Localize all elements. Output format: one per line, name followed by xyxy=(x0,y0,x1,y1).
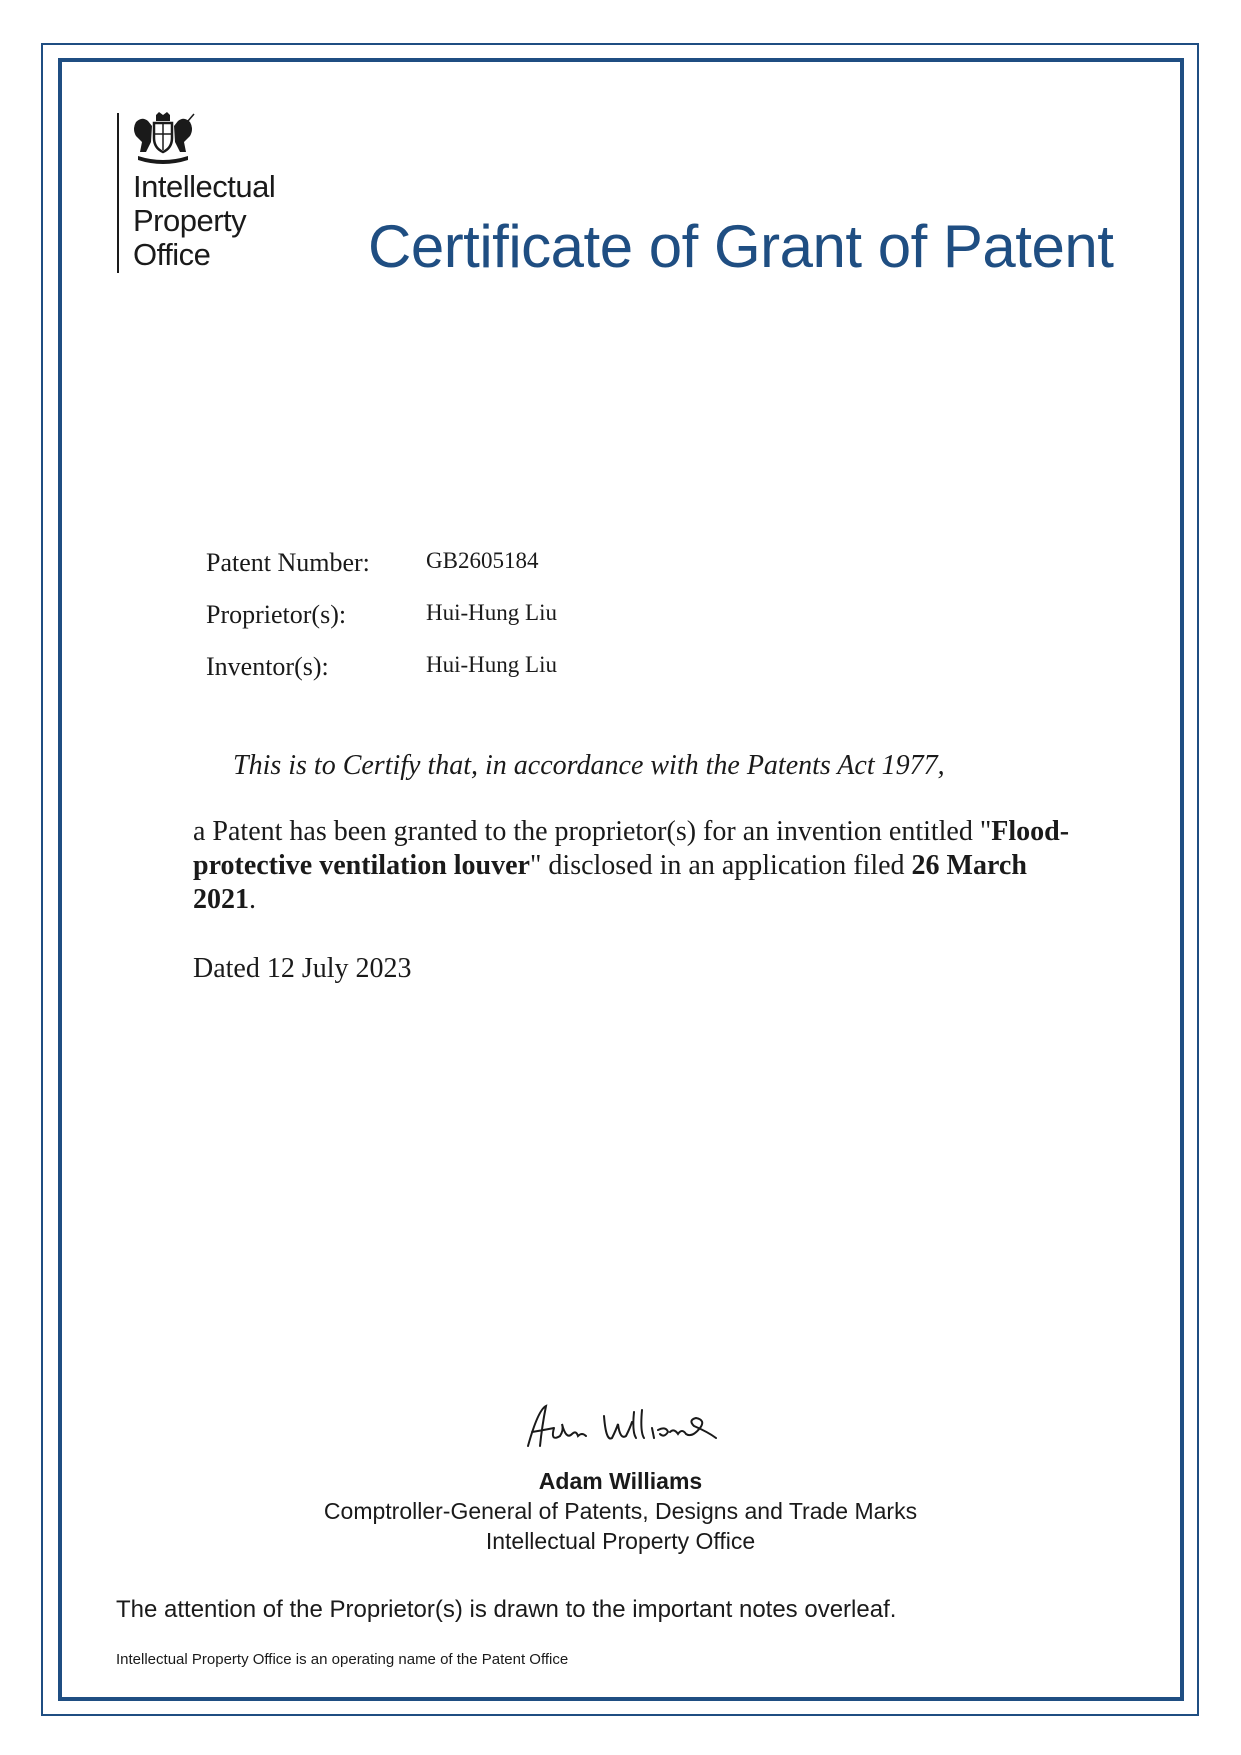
logo-line-2: Property xyxy=(133,203,247,238)
logo-line-3: Office xyxy=(133,237,211,272)
attention-note: The attention of the Proprietor(s) is drawn to the important notes overleaf. xyxy=(116,1596,897,1623)
grant-text-end: . xyxy=(249,884,256,915)
patent-number-label: Patent Number: xyxy=(206,548,370,577)
dated-line: Dated 12 July 2023 xyxy=(193,953,412,984)
signatory-office: Intellectual Property Office xyxy=(485,1528,756,1554)
ipo-logo-text xyxy=(133,170,275,272)
patent-number-row xyxy=(206,548,539,578)
signatory-name: Adam Williams xyxy=(538,1468,703,1494)
proprietor-label: Proprietor(s): xyxy=(206,600,347,629)
patent-number-value: GB2605184 xyxy=(426,548,539,573)
royal-coat-of-arms-icon xyxy=(130,112,196,164)
signatory-role: Comptroller-General of Patents, Designs and Trade Marks xyxy=(323,1498,918,1524)
inventor-value: Hui-Hung Liu xyxy=(426,652,557,677)
logo-divider xyxy=(117,113,119,273)
certificate-title: Certificate of Grant of Patent xyxy=(368,213,1114,280)
proprietor-value: Hui-Hung Liu xyxy=(426,600,557,625)
grant-text-middle: " disclosed in an application filed xyxy=(529,850,905,881)
inventor-label: Inventor(s): xyxy=(206,652,329,681)
logo-line-1: Intellectual xyxy=(133,169,276,204)
quote-open: " xyxy=(979,816,992,847)
inventor-row xyxy=(206,652,557,682)
grant-statement xyxy=(193,815,1073,917)
filing-date: 26 March 2021 xyxy=(193,850,1027,915)
footnote: Intellectual Property Office is an operating name of the Patent Office xyxy=(116,1651,569,1668)
certify-statement: This is to Certify that, in accordance with the Patents Act 1977, xyxy=(233,750,945,781)
handwritten-signature xyxy=(520,1402,730,1452)
proprietor-row xyxy=(206,600,557,630)
invention-title: Flood-protective ventilation louver xyxy=(193,816,1070,881)
grant-text-start: a Patent has been granted to the proprietor(s) for an invention entitled xyxy=(193,816,973,847)
